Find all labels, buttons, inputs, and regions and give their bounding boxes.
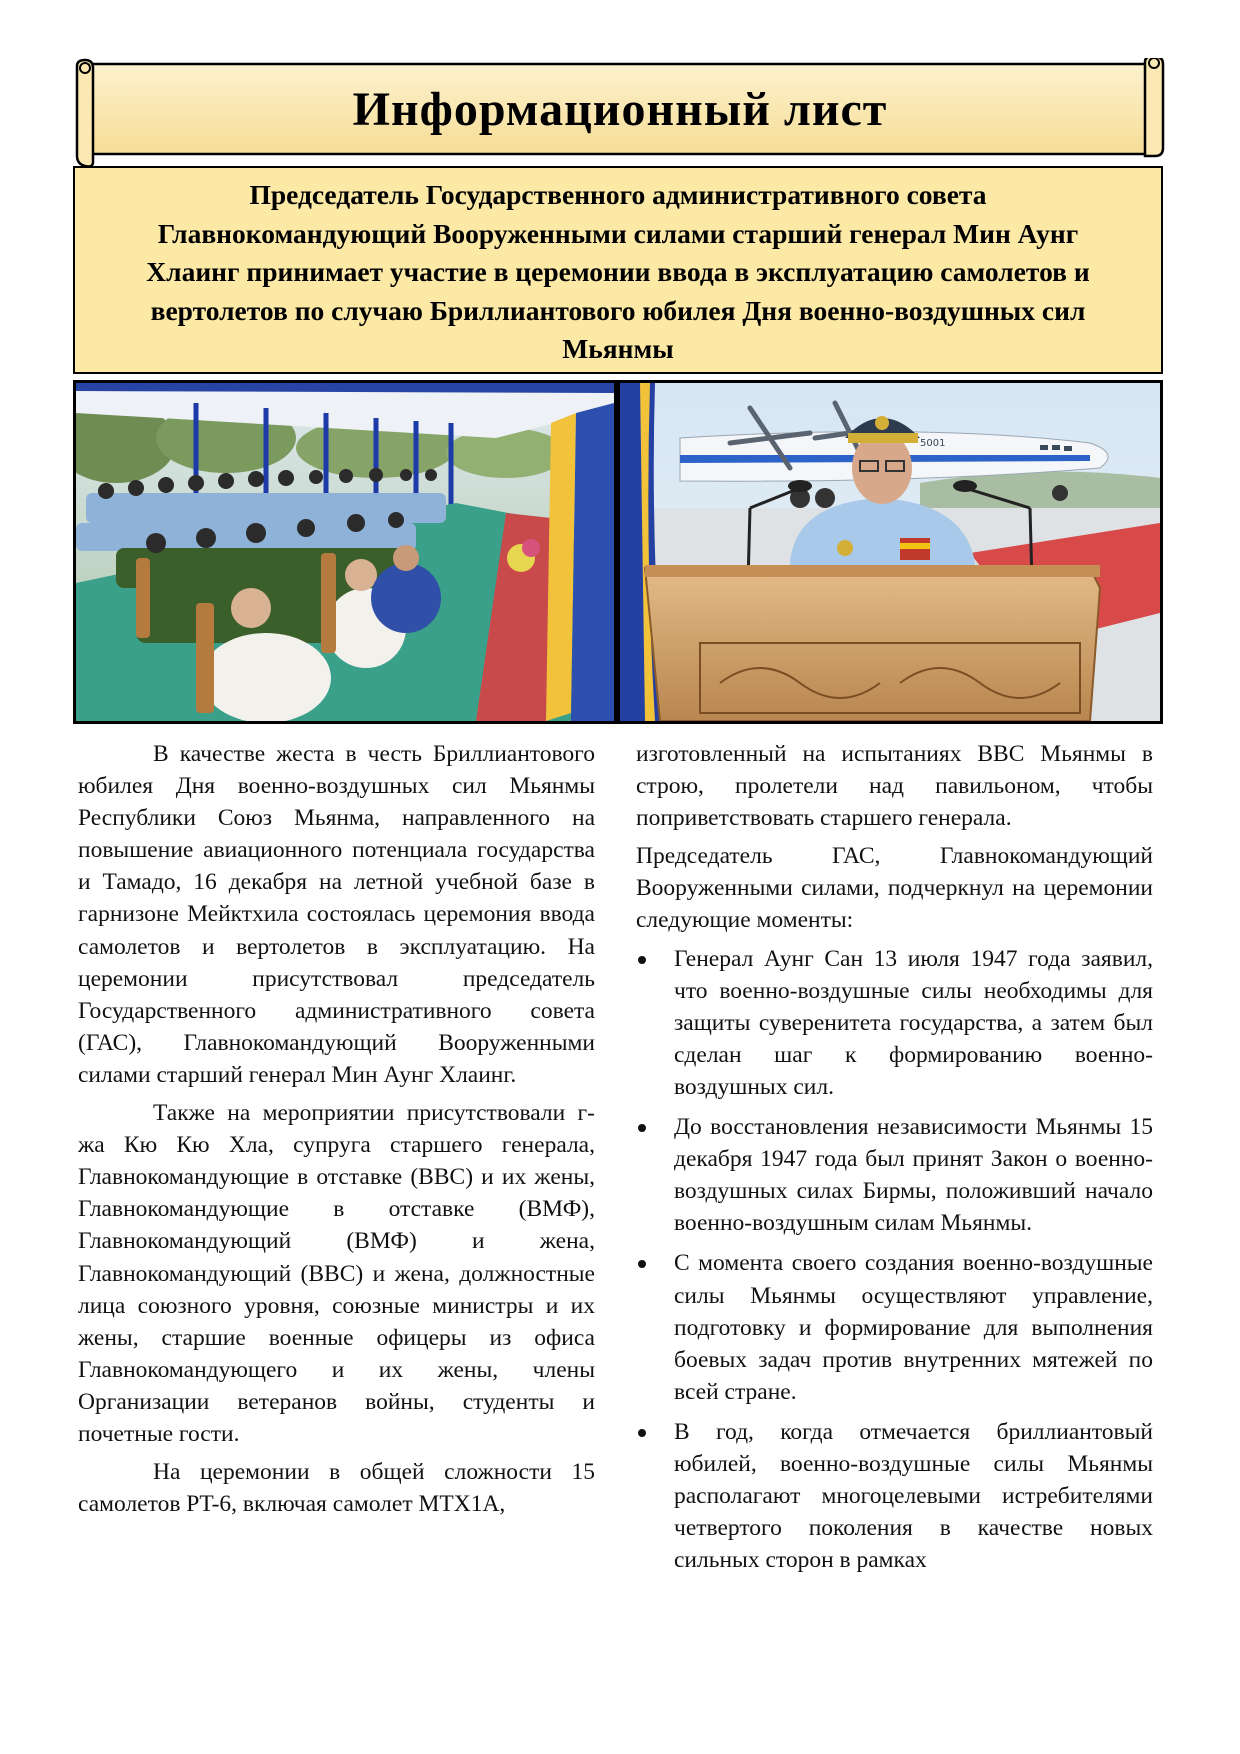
list-item: До восстановления независимости Мьянмы 15 декабря 1947 года был принят Закон о военно-воздушных силах Бирмы, положивший начало военно-воздушным силам Мьянмы.	[636, 1111, 1153, 1239]
headline-line: Главнокомандующий Вооруженными силами старший генерал Мин Аунг	[157, 217, 1079, 249]
list-item: В год, когда отмечается бриллиантовый юбилей, военно-воздушные силы Мьянмы располагают многоцелевыми истребителями четвертого поколения в качестве новых сильных сторон в рамках	[636, 1416, 1153, 1576]
list-item: Генерал Аунг Сан 13 июля 1947 года заявил, что военно-воздушные силы необходимы для защиты суверенитета государства, а затем был сделан шаг к формированию военно-воздушных сил.	[636, 943, 1153, 1103]
body-paragraph: изготовленный на испытаниях ВВС Мьянмы в строю, пролетели над павильоном, чтобы поприветствовать старшего генерала.	[636, 741, 1153, 832]
title-banner	[75, 58, 1165, 166]
body-left-column	[78, 738, 595, 1526]
body-paragraph: На церемонии в общей сложности 15 самолетов PT-6, включая самолет MTX1A,	[78, 1459, 595, 1518]
list-item: С момента своего создания военно-воздушные силы Мьянмы осуществляют управление, подготовку и формирование для выполнения боевых задач против внутренних мятежей по всей стране.	[636, 1247, 1153, 1407]
body-right-column	[636, 738, 1153, 1584]
headline-line: Мьянмы	[562, 333, 674, 364]
bullet-list	[636, 943, 1153, 1577]
photo-strip	[73, 380, 1163, 724]
aircraft-tail-number: 5001	[920, 438, 946, 449]
speaker-podium-photo	[620, 383, 1160, 721]
headline-line: вертолетов по случаю Бриллиантового юбилея Дня военно-воздушных сил	[150, 294, 1086, 326]
headline-line: Председатель Государственного административного совета	[249, 179, 987, 210]
body-paragraph: Председатель ГАС, Главнокомандующий Вооруженными силами, подчеркнул на церемонии следующие моменты:	[636, 843, 1153, 934]
body-paragraph: В качестве жеста в честь Бриллиантового юбилея Дня военно-воздушных сил Мьянмы Республики Союз Мьянма, направленного на повышение авиационного потенциала государства и Тамадо, 16 декабря на летной учебной базе в гарнизоне Мейктхила состоялась церемония ввода самолетов и вертолетов в эксплуатацию. На церемонии присутствовал председатель Государственного административного совета (ГАС), Главнокомандующий Вооруженными силами старший генерал Мин Аунг Хлаинг.	[78, 741, 595, 1088]
page-title: Информационный лист	[352, 83, 888, 136]
audience-photo	[76, 383, 614, 721]
body-paragraph: Также на мероприятии присутствовали г-жа Кю Кю Хла, супруга старшего генерала, Главнокомандующие в отставке (ВВС) и их жены, Главнокомандующие в отставке (ВМФ), Главнокомандующий (ВМФ) и жена, Главнокомандующий (ВВС) и жена, должностные лица союзного уровня, союзные министры и их жены, старшие военные офицеры из офиса Главнокомандующего и их жены, члены Организации ветеранов войны, студенты и почетные гости.	[78, 1100, 595, 1447]
headline-line: Хлаинг принимает участие в церемонии ввода в эксплуатацию самолетов и	[146, 256, 1090, 287]
headline-box	[73, 166, 1163, 374]
